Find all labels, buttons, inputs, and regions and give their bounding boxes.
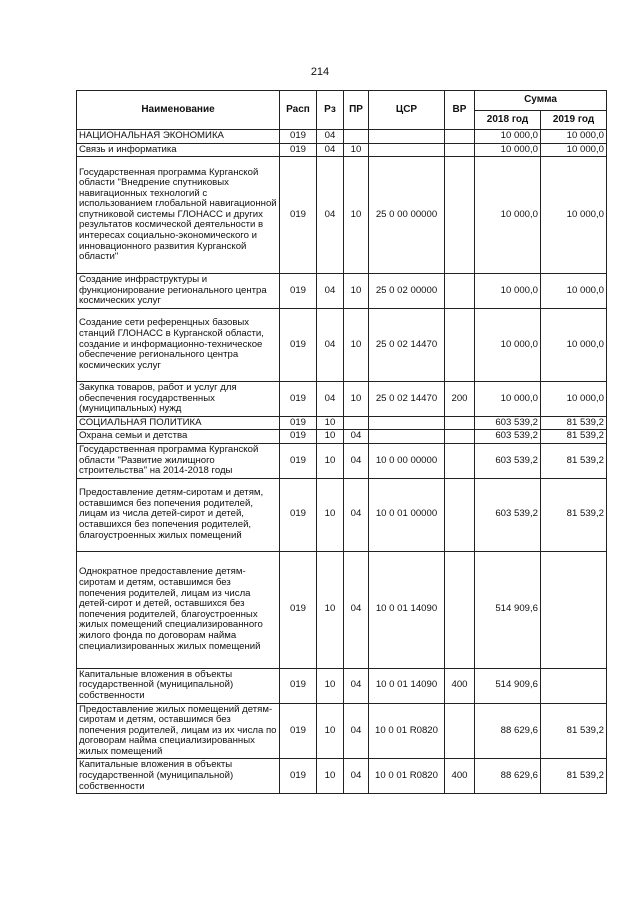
cell-vr — [445, 143, 475, 157]
cell-rz: 04 — [317, 274, 344, 309]
cell-rz: 04 — [317, 143, 344, 157]
cell-y2018: 603 539,2 — [475, 416, 541, 430]
cell-y2018: 88 629,6 — [475, 759, 541, 794]
cell-y2018: 603 539,2 — [475, 443, 541, 478]
cell-rz: 10 — [317, 551, 344, 668]
cell-rasp: 019 — [280, 668, 317, 703]
table-row — [77, 478, 607, 551]
cell-rasp: 019 — [280, 478, 317, 551]
cell-rz: 10 — [317, 759, 344, 794]
cell-vr: 200 — [445, 381, 475, 416]
cell-vr — [445, 703, 475, 759]
cell-rz: 10 — [317, 703, 344, 759]
table-body — [77, 130, 607, 794]
cell-rz: 04 — [317, 130, 344, 144]
cell-vr — [445, 430, 475, 444]
table-row — [77, 416, 607, 430]
budget-table — [76, 90, 607, 794]
cell-y2018: 603 539,2 — [475, 430, 541, 444]
cell-y2019 — [541, 668, 607, 703]
cell-pr: 10 — [344, 308, 369, 381]
cell-vr — [445, 308, 475, 381]
cell-name: Создание инфраструктуры и функционирование регионального центра космических услуг — [77, 274, 280, 309]
header-2019: 2019 год — [541, 111, 607, 130]
cell-vr: 400 — [445, 668, 475, 703]
cell-y2019: 81 539,2 — [541, 759, 607, 794]
cell-y2019: 81 539,2 — [541, 430, 607, 444]
cell-name: Капитальные вложения в объекты государственной (муниципальной) собственности — [77, 759, 280, 794]
cell-y2019: 81 539,2 — [541, 703, 607, 759]
cell-rasp: 019 — [280, 157, 317, 274]
cell-y2018: 514 909,6 — [475, 668, 541, 703]
cell-csr: 25 0 02 00000 — [369, 274, 445, 309]
cell-rasp: 019 — [280, 430, 317, 444]
cell-rasp: 019 — [280, 443, 317, 478]
table-row — [77, 759, 607, 794]
cell-rz: 10 — [317, 416, 344, 430]
header-name: Наименование — [77, 91, 280, 130]
cell-y2018: 10 000,0 — [475, 157, 541, 274]
cell-rasp: 019 — [280, 308, 317, 381]
cell-rasp: 019 — [280, 551, 317, 668]
cell-name: СОЦИАЛЬНАЯ ПОЛИТИКА — [77, 416, 280, 430]
cell-y2019: 81 539,2 — [541, 416, 607, 430]
cell-rasp: 019 — [280, 759, 317, 794]
cell-csr: 10 0 01 00000 — [369, 478, 445, 551]
cell-y2018: 10 000,0 — [475, 130, 541, 144]
table-row — [77, 130, 607, 144]
cell-pr: 04 — [344, 668, 369, 703]
page-number: 214 — [310, 66, 330, 78]
cell-vr — [445, 478, 475, 551]
cell-csr: 10 0 01 R0820 — [369, 703, 445, 759]
cell-rasp: 019 — [280, 381, 317, 416]
cell-name: Закупка товаров, работ и услуг для обеспечения государственных (муниципальных) нужд — [77, 381, 280, 416]
cell-vr — [445, 416, 475, 430]
table-row — [77, 308, 607, 381]
cell-y2018: 10 000,0 — [475, 274, 541, 309]
cell-pr: 10 — [344, 274, 369, 309]
header-pr: ПР — [344, 91, 369, 130]
cell-pr: 10 — [344, 143, 369, 157]
cell-y2019: 81 539,2 — [541, 443, 607, 478]
cell-rz: 04 — [317, 308, 344, 381]
cell-name: Связь и информатика — [77, 143, 280, 157]
cell-rasp: 019 — [280, 703, 317, 759]
cell-csr: 25 0 00 00000 — [369, 157, 445, 274]
table-row — [77, 443, 607, 478]
cell-csr: 25 0 02 14470 — [369, 381, 445, 416]
cell-y2019 — [541, 551, 607, 668]
cell-y2018: 88 629,6 — [475, 703, 541, 759]
header-rz: Рз — [317, 91, 344, 130]
cell-rasp: 019 — [280, 143, 317, 157]
cell-csr: 10 0 00 00000 — [369, 443, 445, 478]
cell-vr — [445, 157, 475, 274]
cell-name: Создание сети референцных базовых станций ГЛОНАСС в Курганской области, создание и информационно-техническое обеспечение регионального центра космических услуг — [77, 308, 280, 381]
cell-pr: 10 — [344, 381, 369, 416]
cell-pr: 04 — [344, 478, 369, 551]
cell-y2019: 10 000,0 — [541, 381, 607, 416]
cell-pr: 04 — [344, 430, 369, 444]
cell-vr — [445, 551, 475, 668]
cell-y2019: 10 000,0 — [541, 157, 607, 274]
cell-rz: 10 — [317, 478, 344, 551]
cell-rz: 10 — [317, 443, 344, 478]
cell-y2019: 10 000,0 — [541, 308, 607, 381]
cell-y2019: 10 000,0 — [541, 143, 607, 157]
table-row — [77, 551, 607, 668]
table-row — [77, 157, 607, 274]
cell-y2019: 10 000,0 — [541, 274, 607, 309]
cell-pr — [344, 130, 369, 144]
cell-y2019: 81 539,2 — [541, 478, 607, 551]
cell-vr — [445, 274, 475, 309]
cell-csr: 10 0 01 14090 — [369, 668, 445, 703]
cell-pr: 10 — [344, 157, 369, 274]
cell-pr: 04 — [344, 759, 369, 794]
cell-rasp: 019 — [280, 274, 317, 309]
header-csr: ЦСР — [369, 91, 445, 130]
cell-csr: 10 0 01 R0820 — [369, 759, 445, 794]
cell-y2018: 10 000,0 — [475, 308, 541, 381]
cell-rz: 04 — [317, 381, 344, 416]
cell-name: Охрана семьи и детства — [77, 430, 280, 444]
table-row — [77, 381, 607, 416]
cell-pr: 04 — [344, 551, 369, 668]
cell-y2018: 10 000,0 — [475, 381, 541, 416]
cell-name: Предоставление детям-сиротам и детям, оставшимся без попечения родителей, лицам из числа детей-сирот и детей, оставшихся без попечения родителей, благоустроенных жилых помещений — [77, 478, 280, 551]
table-row — [77, 430, 607, 444]
cell-name: Государственная программа Курганской области "Развитие жилищного строительства" на 2014-2018 годы — [77, 443, 280, 478]
cell-csr: 10 0 01 14090 — [369, 551, 445, 668]
cell-vr — [445, 443, 475, 478]
cell-pr: 04 — [344, 443, 369, 478]
cell-pr — [344, 416, 369, 430]
cell-csr: 25 0 02 14470 — [369, 308, 445, 381]
cell-vr: 400 — [445, 759, 475, 794]
cell-rz: 10 — [317, 668, 344, 703]
cell-vr — [445, 130, 475, 144]
cell-name: Предоставление жилых помещений детям-сиротам и детям, оставшимся без попечения родителей, лицам из их числа по договорам найма специализированных жилых помещений — [77, 703, 280, 759]
table-row — [77, 703, 607, 759]
cell-y2019: 10 000,0 — [541, 130, 607, 144]
cell-pr: 04 — [344, 703, 369, 759]
cell-name: НАЦИОНАЛЬНАЯ ЭКОНОМИКА — [77, 130, 280, 144]
table-row — [77, 274, 607, 309]
cell-y2018: 10 000,0 — [475, 143, 541, 157]
header-sum: Сумма — [475, 91, 607, 111]
table-row — [77, 668, 607, 703]
cell-rz: 10 — [317, 430, 344, 444]
cell-rasp: 019 — [280, 416, 317, 430]
header-vr: ВР — [445, 91, 475, 130]
cell-csr — [369, 143, 445, 157]
cell-name: Капитальные вложения в объекты государственной (муниципальной) собственности — [77, 668, 280, 703]
cell-y2018: 603 539,2 — [475, 478, 541, 551]
cell-csr — [369, 416, 445, 430]
header-2018: 2018 год — [475, 111, 541, 130]
cell-rz: 04 — [317, 157, 344, 274]
cell-name: Государственная программа Курганской области "Внедрение спутниковых навигационных технологий с использованием глобальной навигационной спутниковой системы ГЛОНАСС и других результатов космической деятельности в интересах социально-экономического и инновационного развития Курганской области" — [77, 157, 280, 274]
header-rasp: Расп — [280, 91, 317, 130]
cell-y2018: 514 909,6 — [475, 551, 541, 668]
cell-name: Однократное предоставление детям-сиротам и детям, оставшимся без попечения родителей, лицам из числа детей-сирот и детей, оставшихся без попечения родителей, благоустроенных жилых помещений специализированного жилого фонда по договорам найма специализированных жилых помещений — [77, 551, 280, 668]
cell-csr — [369, 430, 445, 444]
cell-rasp: 019 — [280, 130, 317, 144]
table-row — [77, 143, 607, 157]
cell-csr — [369, 130, 445, 144]
